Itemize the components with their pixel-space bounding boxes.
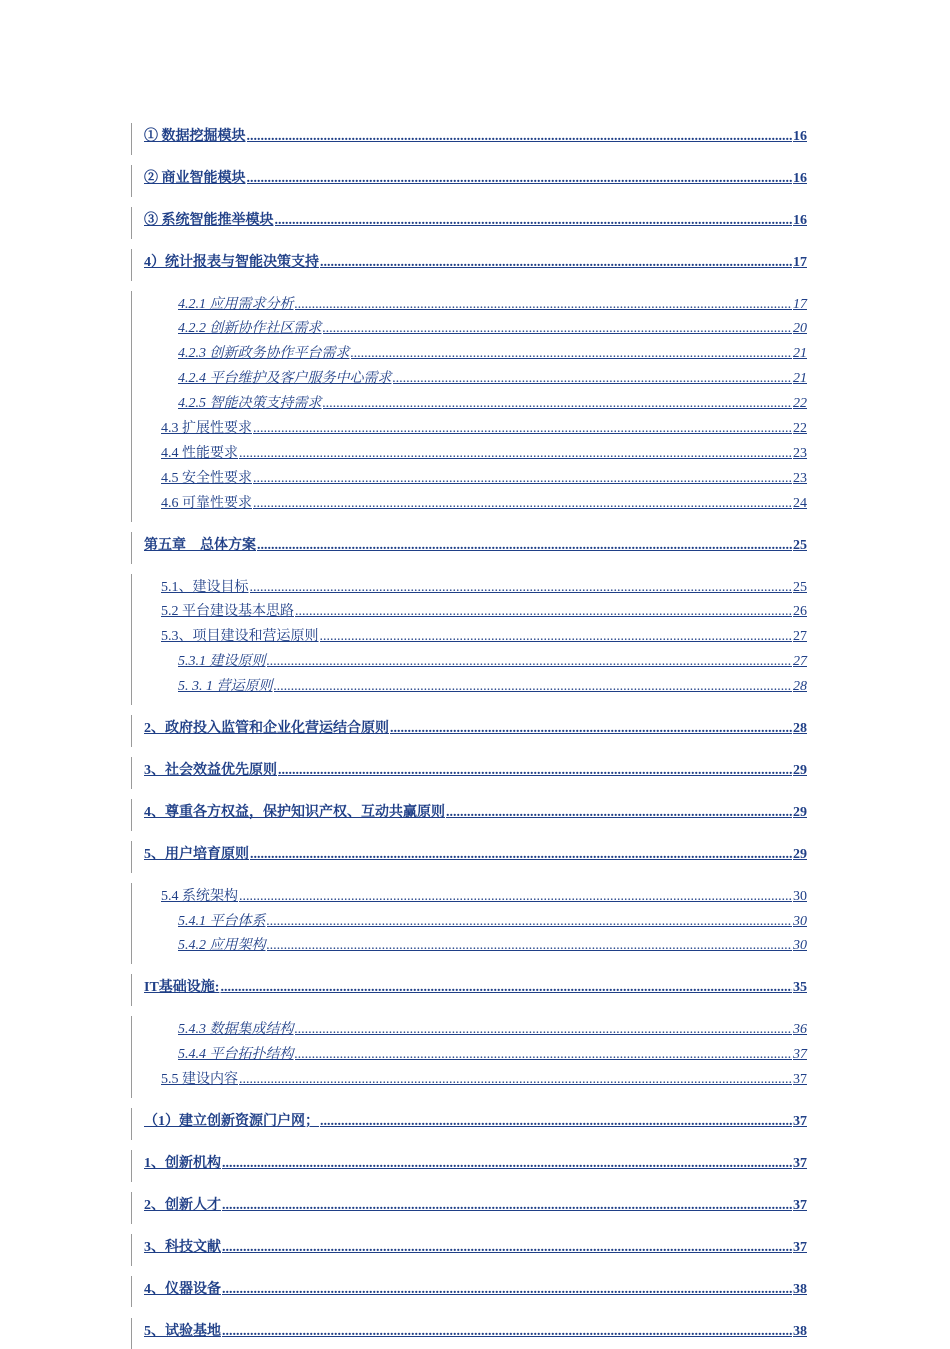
toc-entry-level-1[interactable]: [144, 977, 807, 999]
toc-entry-title: 4.3 扩展性要求: [161, 418, 252, 440]
toc-entry-page-number: 30: [793, 935, 807, 957]
toc-entry-title: 5. 3. 1 营运原则: [178, 676, 273, 698]
toc-entry-title: 4.5 安全性要求: [161, 468, 252, 490]
toc-entry-title: 5.3、项目建设和营运原则: [161, 626, 319, 648]
dot-leader: [267, 651, 793, 673]
toc-entry-page-number: 29: [793, 802, 807, 824]
toc-entry-page-number: 25: [793, 535, 807, 557]
dot-leader: [446, 802, 792, 824]
dot-leader: [295, 1044, 793, 1066]
toc-entry-level-1[interactable]: [144, 802, 807, 824]
dot-leader: [239, 1069, 792, 1091]
dot-leader: [320, 626, 793, 648]
toc-entry-page-number: 27: [793, 626, 807, 648]
toc-entry-level-2[interactable]: [161, 886, 807, 908]
toc-entry-level-3[interactable]: [178, 911, 807, 933]
toc-entry-title: （1）建立创新资源门户网；: [144, 1111, 319, 1133]
toc-entry-title: 5.4.4 平台拓扑结构: [178, 1044, 294, 1066]
toc-entry-title: 4.2.3 创新政务协作平台需求: [178, 343, 350, 365]
dot-leader: [257, 535, 792, 557]
toc-group: [131, 1318, 807, 1349]
toc-entry-title: 5.5 建设内容: [161, 1069, 238, 1091]
dot-leader: [222, 1153, 792, 1175]
toc-entry-title: 5.2 平台建设基本思路: [161, 601, 294, 623]
toc-entry-level-3[interactable]: [178, 294, 807, 316]
toc-entry-level-3[interactable]: [178, 651, 807, 673]
dot-leader: [222, 1321, 792, 1343]
toc-entry-level-3[interactable]: [178, 935, 807, 957]
toc-entry-page-number: 37: [793, 1195, 807, 1217]
toc-entry-page-number: 28: [793, 676, 807, 698]
toc-entry-level-3[interactable]: [178, 1019, 807, 1041]
toc-entry-title: 2、政府投入监管和企业化营运结合原则: [144, 718, 389, 740]
toc-entry-level-1[interactable]: [144, 1195, 807, 1217]
toc-entry-page-number: 17: [793, 252, 807, 274]
toc-group: [131, 974, 807, 1006]
toc-entry-page-number: 30: [793, 911, 807, 933]
toc-entry-level-1[interactable]: [144, 1153, 807, 1175]
toc-entry-level-3[interactable]: [178, 368, 807, 390]
toc-entry-page-number: 23: [793, 468, 807, 490]
toc-entry-title: 1、创新机构: [144, 1153, 221, 1175]
dot-leader: [250, 844, 792, 866]
toc-entry-level-1[interactable]: [144, 760, 807, 782]
toc-group: [131, 715, 807, 747]
toc-entry-level-1[interactable]: [144, 1111, 807, 1133]
toc-entry-page-number: 21: [793, 343, 807, 365]
toc-group: [131, 883, 807, 965]
dot-leader: [239, 886, 792, 908]
toc-entry-page-number: 36: [793, 1019, 807, 1041]
dot-leader: [351, 343, 793, 365]
toc-group: [131, 291, 807, 522]
toc-entry-title: 5.4.3 数据集成结构: [178, 1019, 294, 1041]
toc-entry-level-1[interactable]: [144, 210, 807, 232]
dot-leader: [253, 493, 792, 515]
toc-group: [131, 1150, 807, 1182]
toc-group: [131, 799, 807, 831]
toc-entry-level-2[interactable]: [161, 577, 807, 599]
toc-group: [131, 1276, 807, 1308]
toc-group: [131, 123, 807, 155]
toc-entry-title: 5.3.1 建设原则: [178, 651, 266, 673]
toc-entry-page-number: 28: [793, 718, 807, 740]
toc-entry-title: 3、社会效益优先原则: [144, 760, 277, 782]
toc-entry-level-2[interactable]: [161, 1069, 807, 1091]
toc-entry-level-2[interactable]: [161, 601, 807, 623]
toc-entry-title: 4.4 性能要求: [161, 443, 238, 465]
toc-group: [131, 532, 807, 564]
toc-entry-page-number: 26: [793, 601, 807, 623]
dot-leader: [320, 252, 792, 274]
toc-entry-title: ② 商业智能模块: [144, 168, 246, 190]
toc-entry-page-number: 38: [793, 1279, 807, 1301]
toc-entry-title: 4、仪器设备: [144, 1279, 221, 1301]
dot-leader: [274, 676, 793, 698]
toc-entry-level-1[interactable]: [144, 168, 807, 190]
toc-entry-level-2[interactable]: [161, 493, 807, 515]
dot-leader: [222, 1195, 792, 1217]
toc-entry-page-number: 38: [793, 1321, 807, 1343]
toc-entry-level-2[interactable]: [161, 468, 807, 490]
dot-leader: [278, 760, 792, 782]
toc-entry-title: 4.2.5 智能决策支持需求: [178, 393, 322, 415]
dot-leader: [295, 294, 793, 316]
toc-entry-title: 4.2.1 应用需求分析: [178, 294, 294, 316]
toc-group: [131, 1192, 807, 1224]
dot-leader: [323, 318, 793, 340]
toc-entry-title: ③ 系统智能推举模块: [144, 210, 274, 232]
toc-entry-page-number: 37: [793, 1044, 807, 1066]
dot-leader: [393, 368, 793, 390]
toc-entry-page-number: 25: [793, 577, 807, 599]
dot-leader: [267, 935, 793, 957]
toc-group: [131, 841, 807, 873]
toc-entry-level-2[interactable]: [161, 443, 807, 465]
dot-leader: [275, 210, 793, 232]
toc-entry-page-number: 22: [793, 393, 807, 415]
toc-entry-page-number: 23: [793, 443, 807, 465]
toc-entry-level-3[interactable]: [178, 676, 807, 698]
toc-entry-title: 4.2.2 创新协作社区需求: [178, 318, 322, 340]
toc-entry-title: 4.6 可靠性要求: [161, 493, 252, 515]
toc-entry-title: 5.4.2 应用架构: [178, 935, 266, 957]
toc-group: [131, 757, 807, 789]
toc-entry-page-number: 24: [793, 493, 807, 515]
toc-entry-title: 5、试验基地: [144, 1321, 221, 1343]
dot-leader: [250, 577, 793, 599]
toc-entry-page-number: 27: [793, 651, 807, 673]
toc-group: [131, 1108, 807, 1140]
toc-entry-page-number: 16: [793, 126, 807, 148]
toc-group: [131, 249, 807, 281]
toc-entry-page-number: 29: [793, 844, 807, 866]
toc-group: [131, 165, 807, 197]
dot-leader: [390, 718, 792, 740]
toc-entry-level-2[interactable]: [161, 418, 807, 440]
toc-entry-level-1[interactable]: [144, 1237, 807, 1259]
toc-entry-page-number: 16: [793, 168, 807, 190]
toc-group: [131, 574, 807, 706]
toc-entry-title: 4）统计报表与智能决策支持: [144, 252, 319, 274]
toc-entry-page-number: 21: [793, 368, 807, 390]
dot-leader: [222, 1279, 792, 1301]
dot-leader: [239, 443, 792, 465]
toc-entry-title: 4、尊重各方权益，保护知识产权、互动共赢原则: [144, 802, 445, 824]
toc-entry-title: 5.1、建设目标: [161, 577, 249, 599]
toc-entry-title: 4.2.4 平台维护及客户服务中心需求: [178, 368, 392, 390]
toc-entry-level-3[interactable]: [178, 343, 807, 365]
toc-entry-page-number: 37: [793, 1237, 807, 1259]
dot-leader: [295, 601, 792, 623]
dot-leader: [253, 418, 792, 440]
dot-leader: [295, 1019, 793, 1041]
dot-leader: [220, 977, 792, 999]
toc-entry-title: 3、科技文献: [144, 1237, 221, 1259]
toc-entry-level-1[interactable]: [144, 252, 807, 274]
toc-entry-page-number: 30: [793, 886, 807, 908]
dot-leader: [247, 168, 793, 190]
toc-entry-title: 5.4 系统架构: [161, 886, 238, 908]
toc-entry-page-number: 29: [793, 760, 807, 782]
toc-entry-title: 5.4.1 平台体系: [178, 911, 266, 933]
toc-entry-level-1[interactable]: [144, 1279, 807, 1301]
toc-entry-level-2[interactable]: [161, 626, 807, 648]
dot-leader: [222, 1237, 792, 1259]
toc-entry-page-number: 37: [793, 1111, 807, 1133]
toc-entry-title: 5、用户培育原则: [144, 844, 249, 866]
dot-leader: [253, 468, 792, 490]
toc-entry-title: IT基础设施:: [144, 977, 219, 999]
toc-group: [131, 1016, 807, 1098]
toc-entry-level-3[interactable]: [178, 393, 807, 415]
toc-entry-level-1[interactable]: [144, 535, 807, 557]
toc-entry-page-number: 35: [793, 977, 807, 999]
toc-entry-level-3[interactable]: [178, 1044, 807, 1066]
toc-entry-level-1[interactable]: [144, 718, 807, 740]
toc-entry-level-1[interactable]: [144, 126, 807, 148]
toc-entry-title: ① 数据挖掘模块: [144, 126, 246, 148]
toc-entry-level-1[interactable]: [144, 844, 807, 866]
toc-entry-page-number: 37: [793, 1069, 807, 1091]
toc-entry-page-number: 37: [793, 1153, 807, 1175]
dot-leader: [247, 126, 793, 148]
toc-group: [131, 207, 807, 239]
toc-entry-title: 2、创新人才: [144, 1195, 221, 1217]
toc-entry-level-1[interactable]: [144, 1321, 807, 1343]
toc-entry-level-3[interactable]: [178, 318, 807, 340]
toc-entry-page-number: 22: [793, 418, 807, 440]
dot-leader: [267, 911, 793, 933]
toc-entry-title: 第五章 总体方案: [144, 535, 256, 557]
dot-leader: [320, 1111, 792, 1133]
toc-entry-page-number: 20: [793, 318, 807, 340]
toc-group: [131, 1234, 807, 1266]
dot-leader: [323, 393, 793, 415]
toc-entry-page-number: 16: [793, 210, 807, 232]
toc-entry-page-number: 17: [793, 294, 807, 316]
